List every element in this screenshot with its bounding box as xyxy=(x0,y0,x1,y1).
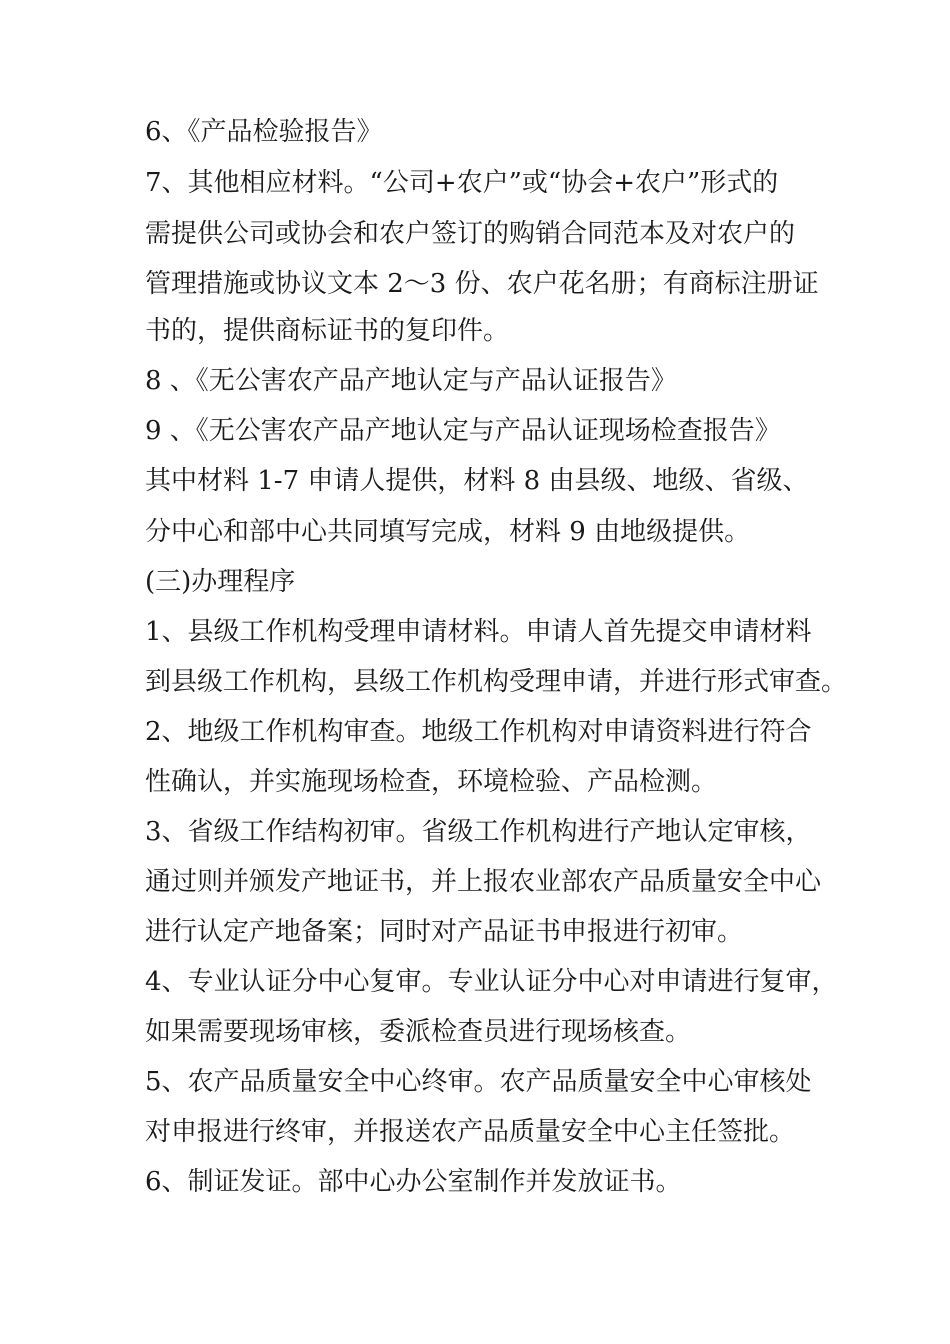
text-line: 进行认定产地备案；同时对产品证书申报进行初审。 xyxy=(145,917,744,947)
text-line: 通过则并颁发产地证书，并上报农业部农产品质量安全中心 xyxy=(145,867,822,897)
text-line: 9 、《无公害农产品产地认定与产品认证现场检查报告》 xyxy=(145,416,781,446)
text-line: 4、专业认证分中心复审。专业认证分中心对申请进行复审， xyxy=(145,967,838,997)
text-line: 8 、《无公害农产品产地认定与产品认证报告》 xyxy=(145,366,677,396)
text-line: 书的，提供商标证书的复印件。 xyxy=(145,316,510,346)
text-line: 如果需要现场审核，委派检查员进行现场核查。 xyxy=(145,1017,692,1047)
text-line: 3、省级工作结构初审。省级工作机构进行产地认定审核， xyxy=(145,817,812,847)
text-line: 其中材料 1-7 申请人提供，材料 8 由县级、地级、省级、 xyxy=(145,466,809,496)
text-line: 对申报进行终审，并报送农产品质量安全中心主任签批。 xyxy=(145,1117,796,1147)
text-line: 需提供公司或协会和农户签订的购销合同范本及对农户的 xyxy=(145,219,796,249)
text-line: 6、《产品检验报告》 xyxy=(145,117,383,147)
text-line: 分中心和部中心共同填写完成，材料 9 由地级提供。 xyxy=(145,517,751,547)
text-line: 7、其他相应材料。“公司+农户”或“协会+农户”形式的 xyxy=(145,168,779,198)
text-line: 到县级工作机构，县级工作机构受理申请，并进行形式审查。 xyxy=(145,667,848,697)
text-line: 管理措施或协议文本 2～3 份、农户花名册；有商标注册证 xyxy=(145,269,819,299)
text-line: 性确认，并实施现场检查，环境检验、产品检测。 xyxy=(145,767,718,797)
text-line: 6、制证发证。部中心办公室制作并发放证书。 xyxy=(145,1167,682,1197)
text-line: 2、地级工作机构审查。地级工作机构对申请资料进行符合 xyxy=(145,717,812,747)
section-heading: (三)办理程序 xyxy=(145,567,296,597)
text-line: 1、县级工作机构受理申请材料。申请人首先提交申请材料 xyxy=(145,617,812,647)
text-line: 5、农产品质量安全中心终审。农产品质量安全中心审核处 xyxy=(145,1067,812,1097)
